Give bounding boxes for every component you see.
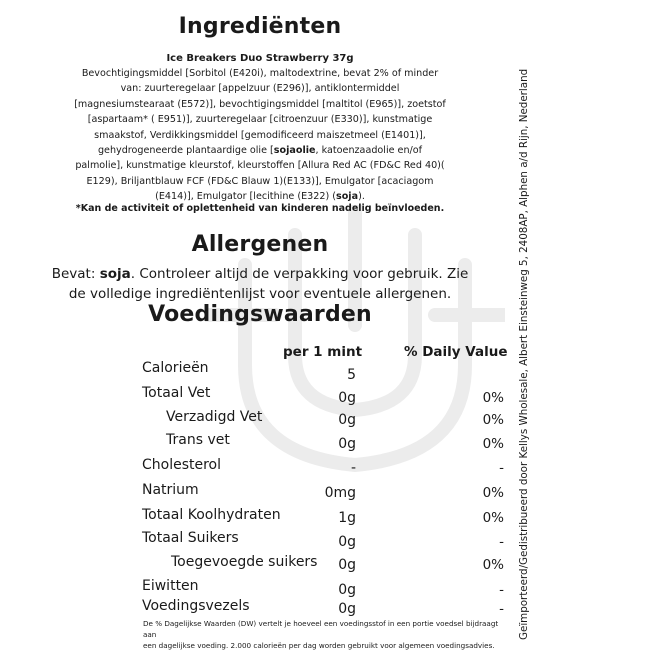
nutrient-value: 0g — [338, 390, 356, 406]
nutrient-value: 0g — [338, 412, 356, 428]
nutrient-label: Voedingsvezels — [142, 598, 250, 614]
allergen-highlight: soja — [99, 266, 131, 282]
ingredients-line: Bevochtigingsmiddel [Sorbitol (E420i), maltodextrine, bevat 2% of minder — [81, 68, 439, 79]
ingredients-line: (E414)], Emulgator [lecithine (E322) (soja). — [155, 191, 365, 203]
nutrient-daily-value: - — [499, 582, 504, 598]
ingredients-line: palmolie], kunstmatige kleurstof, kleurstoffen [Allura Red AC (FD&C Red 40)( — [75, 160, 445, 172]
nutrient-value: 0mg — [324, 485, 356, 501]
nutrient-value: 0g — [338, 601, 356, 617]
nutrient-daily-value: 0% — [482, 485, 504, 501]
nutrient-value: - — [350, 460, 356, 476]
ingredients-line: [aspartaam* ( E951)], zuurteregelaar [citroenzuur (E330)], kunstmatige — [87, 114, 433, 126]
ingredients-note: *Kan de activiteit of oplettenheid van kinderen nadelig beïnvloeden. — [75, 203, 445, 214]
column-header-daily-value: % Daily Value — [404, 344, 508, 360]
allergens-text: Bevat: soja. Controleer altijd de verpakking voor gebruik. Zie de volledige ingrediëntenlijst voor eventuele allergenen. — [51, 266, 469, 302]
ingredients-title: Ingrediënten — [178, 14, 342, 39]
nutrition-title: Voedingswaarden — [148, 302, 372, 327]
nutrient-value: 5 — [347, 367, 356, 383]
nutrient-daily-value: 0% — [482, 557, 504, 573]
ingredients-line: van: zuurteregelaar [appelzuur (E296)], antiklontermiddel — [120, 83, 400, 95]
importer-text: Geïmporteerd/Gedistribueerd door Kellys Wholesale, Albert Einsteinweg 5, 2408AP, Alphen a/d Rijn, Nederland — [518, 68, 530, 640]
allergen-highlight: sojaolie — [273, 145, 316, 157]
ingredients-line: gehydrogeneerde plantaardige olie [sojaolie, katoenzaadolie en/of — [97, 145, 423, 157]
ingredients-line: [magnesiumstearaat (E572)], bevochtigingsmiddel [maltitol (E965)], zoetstof — [74, 98, 446, 110]
nutrient-label: Cholesterol — [142, 457, 222, 473]
ingredients-line: smaakstof, Verdikkingsmiddel [gemodificeerd maiszetmeel (E1401)], — [94, 129, 426, 141]
ingredients-text — [0, 66, 520, 205]
nutrient-label: Totaal Vet — [142, 385, 211, 401]
nutrient-daily-value: - — [499, 534, 504, 550]
column-header-per-mint: per 1 mint — [283, 344, 363, 360]
nutrient-value: 0g — [338, 534, 356, 550]
allergens-title: Allergenen — [191, 232, 329, 257]
nutrient-daily-value: - — [499, 460, 504, 476]
nutrient-daily-value: 0% — [482, 412, 504, 428]
nutrient-value: 0g — [338, 557, 356, 573]
product-name: Ice Breakers Duo Strawberry 37g — [166, 53, 354, 64]
importer-info — [516, 68, 532, 640]
allergen-highlight: soja — [336, 191, 359, 203]
nutrient-label: Totaal Koolhydraten — [142, 507, 281, 523]
nutrient-label: Natrium — [142, 482, 199, 498]
nutrient-daily-value: 0% — [482, 436, 504, 452]
nutrient-value: 0g — [338, 436, 356, 452]
nutrient-label: Eiwitten — [142, 578, 199, 594]
nutrient-label: Totaal Suikers — [142, 530, 239, 546]
ingredients-line: E129), Briljantblauw FCF (FD&C Blauw 1)(E133)], Emulgator [acaciagom — [86, 175, 434, 187]
nutrient-label: Verzadigd Vet — [166, 409, 263, 425]
nutrient-label: Trans vet — [166, 432, 230, 448]
nutrient-label: Toegevoegde suikers — [171, 554, 318, 570]
nutrient-value: 1g — [338, 510, 356, 526]
nutrient-daily-value: 0% — [482, 390, 504, 406]
daily-value-footnote: De % Dagelijkse Waarden (DW) vertelt je hoeveel een voedingsstof in een portie voedsel bijdraagt aan een dagelijkse voeding. 2.000 calorieën per dag worden gebruikt voor algemeen voedingsadvies. — [143, 619, 499, 650]
nutrient-daily-value: - — [499, 601, 504, 617]
nutrient-daily-value: 0% — [482, 510, 504, 526]
nutrient-label: Calorieën — [142, 360, 209, 376]
nutrient-value: 0g — [338, 582, 356, 598]
